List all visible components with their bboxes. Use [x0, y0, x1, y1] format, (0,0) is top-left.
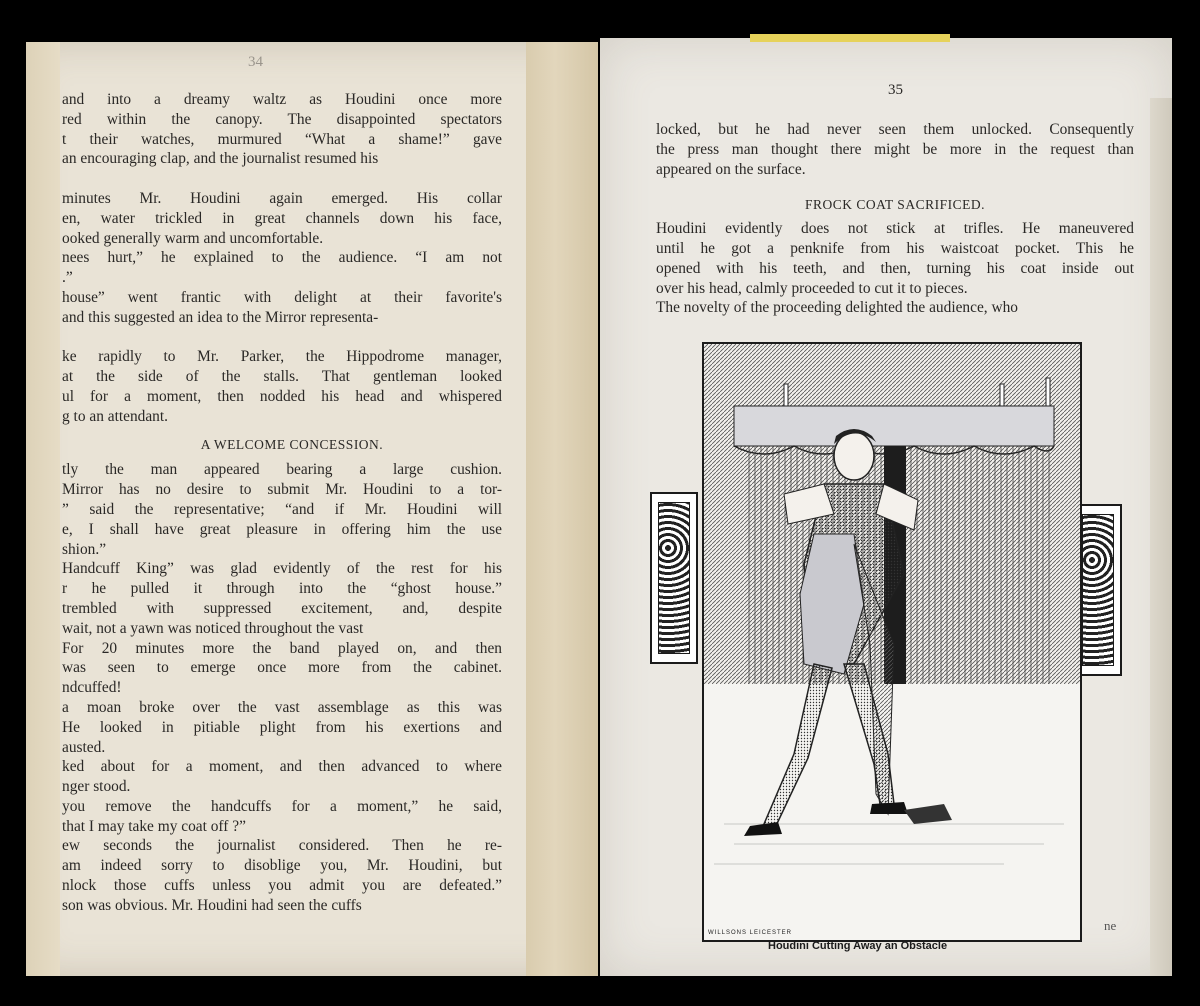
- right-page-text-line: until he got a penknife from his waistcoat pocket. This he: [656, 239, 1134, 257]
- left-page-text-line: minutes Mr. Houdini again emerged. His collar: [62, 189, 502, 207]
- left-page-text-line: g to an attendant.: [62, 407, 168, 425]
- left-page-text-line: an encouraging clap, and the journalist resumed his: [62, 150, 379, 168]
- left-page-text-line: ooked generally warm and uncomfortable.: [62, 229, 324, 247]
- left-page-text-line: For 20 minutes more the band played on, and then: [62, 639, 502, 657]
- right-page-text-line: the press man thought there might be more in the request than: [656, 140, 1134, 158]
- left-page-text-line: ” said the representative; “and if Mr. Houdini will: [62, 500, 502, 518]
- illustration-caption: Houdini Cutting Away an Obstacle: [768, 940, 948, 952]
- left-page-text-line: son was obvious. Mr. Houdini had seen the cuffs: [62, 896, 362, 914]
- left-page-text-line: nger stood.: [62, 778, 131, 796]
- left-page-text-line: Handcuff King” was glad evidently of the rest for his: [62, 560, 502, 578]
- left-page-text-line: t their watches, murmured “What a shame!” gave: [62, 130, 502, 148]
- left-page-text-line: that I may take my coat off ?”: [62, 817, 246, 835]
- left-page-text: [62, 90, 502, 916]
- left-page-number: 34: [248, 54, 263, 70]
- left-page-text-line: a moan broke over the vast assemblage as this was: [62, 698, 502, 716]
- left-page-text-line: at the side of the stalls. That gentleman looked: [62, 368, 502, 386]
- right-page-text: [656, 120, 1134, 318]
- left-page-text-line: nees hurt,” he explained to the audience. “I am not: [62, 249, 502, 267]
- left-page-text-line: [62, 169, 502, 189]
- left-page-text-line: and into a dreamy waltz as Houdini once more: [62, 91, 502, 108]
- left-page-text-line: trembled with suppressed excitement, and, despite: [62, 599, 502, 617]
- right-page-text-line: locked, but he had never seen them unlocked. Consequently: [656, 121, 1134, 138]
- left-page-text-line: tly the man appeared bearing a large cushion.: [62, 461, 502, 479]
- right-page: [600, 38, 1172, 976]
- houdini-illustration: [702, 342, 1082, 942]
- right-page-text-line: The novelty of the proceeding delighted the audience, who: [656, 299, 1018, 317]
- left-page-text-line: r he pulled it through into the “ghost house.”: [62, 580, 502, 598]
- left-page-text-line: .”: [62, 269, 73, 287]
- left-page: [26, 42, 598, 976]
- left-page-text-line: Mirror has no desire to submit Mr. Houdini to a tor-: [62, 481, 502, 499]
- left-page-text-line: shion.”: [62, 540, 107, 558]
- yellow-tab: [750, 34, 950, 42]
- left-page-section-heading: A WELCOME CONCESSION.: [200, 436, 384, 452]
- right-page-text-line: over his head, calmly proceeded to cut it to pieces.: [656, 279, 968, 297]
- stray-text: ne: [1104, 918, 1117, 933]
- left-page-text-line: am indeed sorry to disoblige you, Mr. Houdini, but: [62, 857, 502, 875]
- left-page-text-line: austed.: [62, 738, 106, 756]
- right-page-number: 35: [888, 82, 903, 98]
- left-page-text-line: e, I shall have great pleasure in offering him the use: [62, 520, 502, 538]
- left-page-text-line: [62, 328, 502, 348]
- left-page-text-line: ul for a moment, then nodded his head and whispered: [62, 387, 502, 405]
- left-page-text-line: and this suggested an idea to the Mirror representa-: [62, 308, 379, 326]
- left-page-text-line: was seen to emerge once more from the cabinet.: [62, 659, 502, 677]
- illustration-signature: WILLSONS LEICESTER: [708, 930, 793, 936]
- left-page-text-line: ndcuffed!: [62, 679, 122, 697]
- left-page-text-line: ked about for a moment, and then advanced to where: [62, 758, 502, 776]
- left-page-text-line: wait, not a yawn was noticed throughout the vast: [62, 619, 364, 637]
- left-decorative-panel: [650, 492, 698, 664]
- right-page-text-line: opened with his teeth, and then, turning his coat inside out: [656, 259, 1134, 277]
- left-page-text-line: ew seconds the journalist considered. Then he re-: [62, 837, 502, 855]
- left-page-text-line: you remove the handcuffs for a moment,” he said,: [62, 797, 502, 815]
- right-page-edge: [1150, 98, 1172, 976]
- left-page-text-line: nlock those cuffs unless you admit you are defeated.”: [62, 877, 502, 895]
- right-page-text-line: appeared on the surface.: [656, 160, 806, 178]
- right-page-section-heading: FROCK COAT SACRIFICED.: [805, 197, 985, 213]
- left-page-text-line: He looked in pitiable plight from his exertions and: [62, 718, 502, 736]
- right-page-text-line: Houdini evidently does not stick at trifles. He maneuvered: [656, 220, 1134, 238]
- left-page-margin-strip: [26, 42, 60, 976]
- left-page-text-line: ke rapidly to Mr. Parker, the Hippodrome manager,: [62, 348, 502, 366]
- left-page-text-line: house” went frantic with delight at their favorite's: [62, 288, 502, 306]
- illustration-drawing: [704, 344, 1080, 940]
- left-page-text-line: red within the canopy. The disappointed spectators: [62, 110, 502, 128]
- left-page-text-line: en, water trickled in great channels down his face,: [62, 209, 502, 227]
- left-page-binding-strip: [526, 42, 598, 976]
